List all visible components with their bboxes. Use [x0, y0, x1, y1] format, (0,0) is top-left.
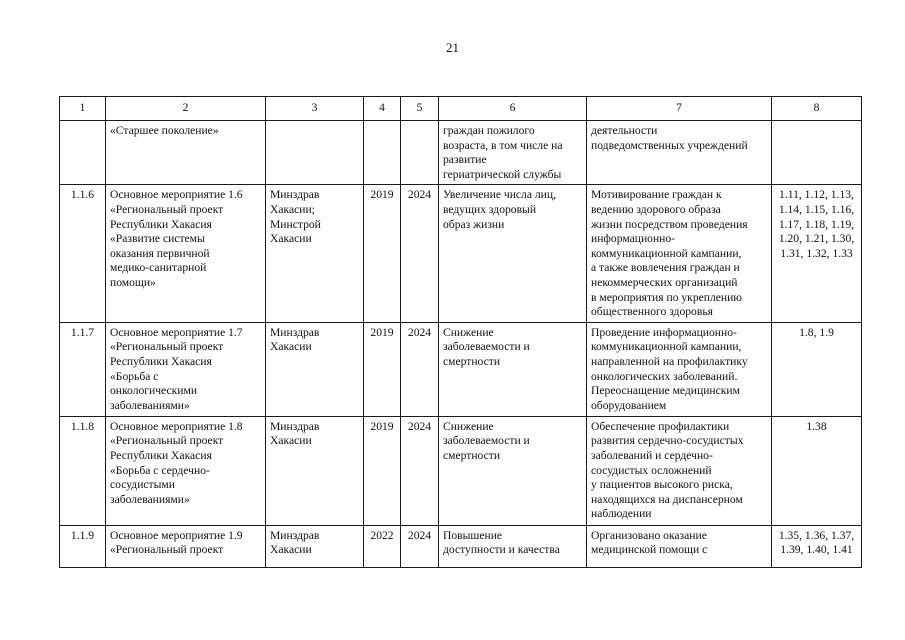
col-header-8: 8: [772, 97, 862, 121]
expected-result: Увеличение числа лиц, ведущих здоровый образ жизни: [439, 185, 587, 322]
end-year: 2024: [401, 185, 439, 322]
program-table: [59, 96, 862, 568]
table-row: [60, 185, 862, 322]
end-year: 2024: [401, 322, 439, 416]
activity-name: Основное мероприятие 1.6 «Региональный проект Республики Хакасия «Развитие системы оказания первичной медико-санитарной помощи»: [106, 185, 266, 322]
expected-result: Снижение заболеваемости и смертности: [439, 416, 587, 525]
expected-result: Снижение заболеваемости и смертности: [439, 322, 587, 416]
row-number: 1.1.9: [60, 525, 106, 567]
responsible: Минздрав Хакасии: [266, 525, 364, 567]
col-header-4: 4: [364, 97, 401, 121]
start-year: 2022: [364, 525, 401, 567]
activity-name: Основное мероприятие 1.7 «Региональный проект Республики Хакасия «Борьба с онкологическими заболеваниями»: [106, 322, 266, 416]
start-year: 2019: [364, 322, 401, 416]
indicators: 1.11, 1.12, 1.13, 1.14, 1.15, 1.16, 1.17, 1.18, 1.19, 1.20, 1.21, 1.30, 1.31, 1.32, 1.33: [772, 185, 862, 322]
col-header-1: 1: [60, 97, 106, 121]
indicators: 1.38: [772, 416, 862, 525]
indicators: 1.8, 1.9: [772, 322, 862, 416]
row-number: 1.1.7: [60, 322, 106, 416]
table-row: [60, 322, 862, 416]
indicators: 1.35, 1.36, 1.37, 1.39, 1.40, 1.41: [772, 525, 862, 567]
end-year: 2024: [401, 525, 439, 567]
activity-name: Основное мероприятие 1.8 «Региональный проект Республики Хакасия «Борьба с сердечно- сосудистыми заболеваниями»: [106, 416, 266, 525]
start-year: [364, 121, 401, 185]
indicators: [772, 121, 862, 185]
row-number: 1.1.6: [60, 185, 106, 322]
col-header-5: 5: [401, 97, 439, 121]
main-directions: Организовано оказание медицинской помощи с: [587, 525, 772, 567]
expected-result: Повышение доступности и качества: [439, 525, 587, 567]
expected-result: граждан пожилого возраста, в том числе на развитие гериатрической службы: [439, 121, 587, 185]
row-number: 1.1.8: [60, 416, 106, 525]
main-directions: Мотивирование граждан к ведению здорового образа жизни посредством проведения информационно- коммуникационной кампании, а также вовлечения граждан и некоммерческих организаций в мероприятия по укреплению общественного здоровья: [587, 185, 772, 322]
start-year: 2019: [364, 185, 401, 322]
col-header-7: 7: [587, 97, 772, 121]
responsible: Минздрав Хакасии; Минстрой Хакасии: [266, 185, 364, 322]
row-number: [60, 121, 106, 185]
header-row: [60, 97, 862, 121]
page-number: 21: [446, 40, 459, 55]
end-year: [401, 121, 439, 185]
responsible: Минздрав Хакасии: [266, 322, 364, 416]
main-directions: деятельности подведомственных учреждений: [587, 121, 772, 185]
table-row: [60, 416, 862, 525]
main-directions: Обеспечение профилактики развития сердечно-сосудистых заболеваний и сердечно- сосудистых осложнений у пациентов высокого риска, находящихся на диспансерном наблюдении: [587, 416, 772, 525]
responsible: Минздрав Хакасии: [266, 416, 364, 525]
responsible: [266, 121, 364, 185]
activity-name: «Старшее поколение»: [106, 121, 266, 185]
main-directions: Проведение информационно- коммуникационной кампании, направленной на профилактику онкологических заболеваний. Переоснащение медицинским оборудованием: [587, 322, 772, 416]
col-header-3: 3: [266, 97, 364, 121]
col-header-6: 6: [439, 97, 587, 121]
col-header-2: 2: [106, 97, 266, 121]
end-year: 2024: [401, 416, 439, 525]
start-year: 2019: [364, 416, 401, 525]
table-row: [60, 525, 862, 567]
activity-name: Основное мероприятие 1.9 «Региональный проект: [106, 525, 266, 567]
table-row: [60, 121, 862, 185]
